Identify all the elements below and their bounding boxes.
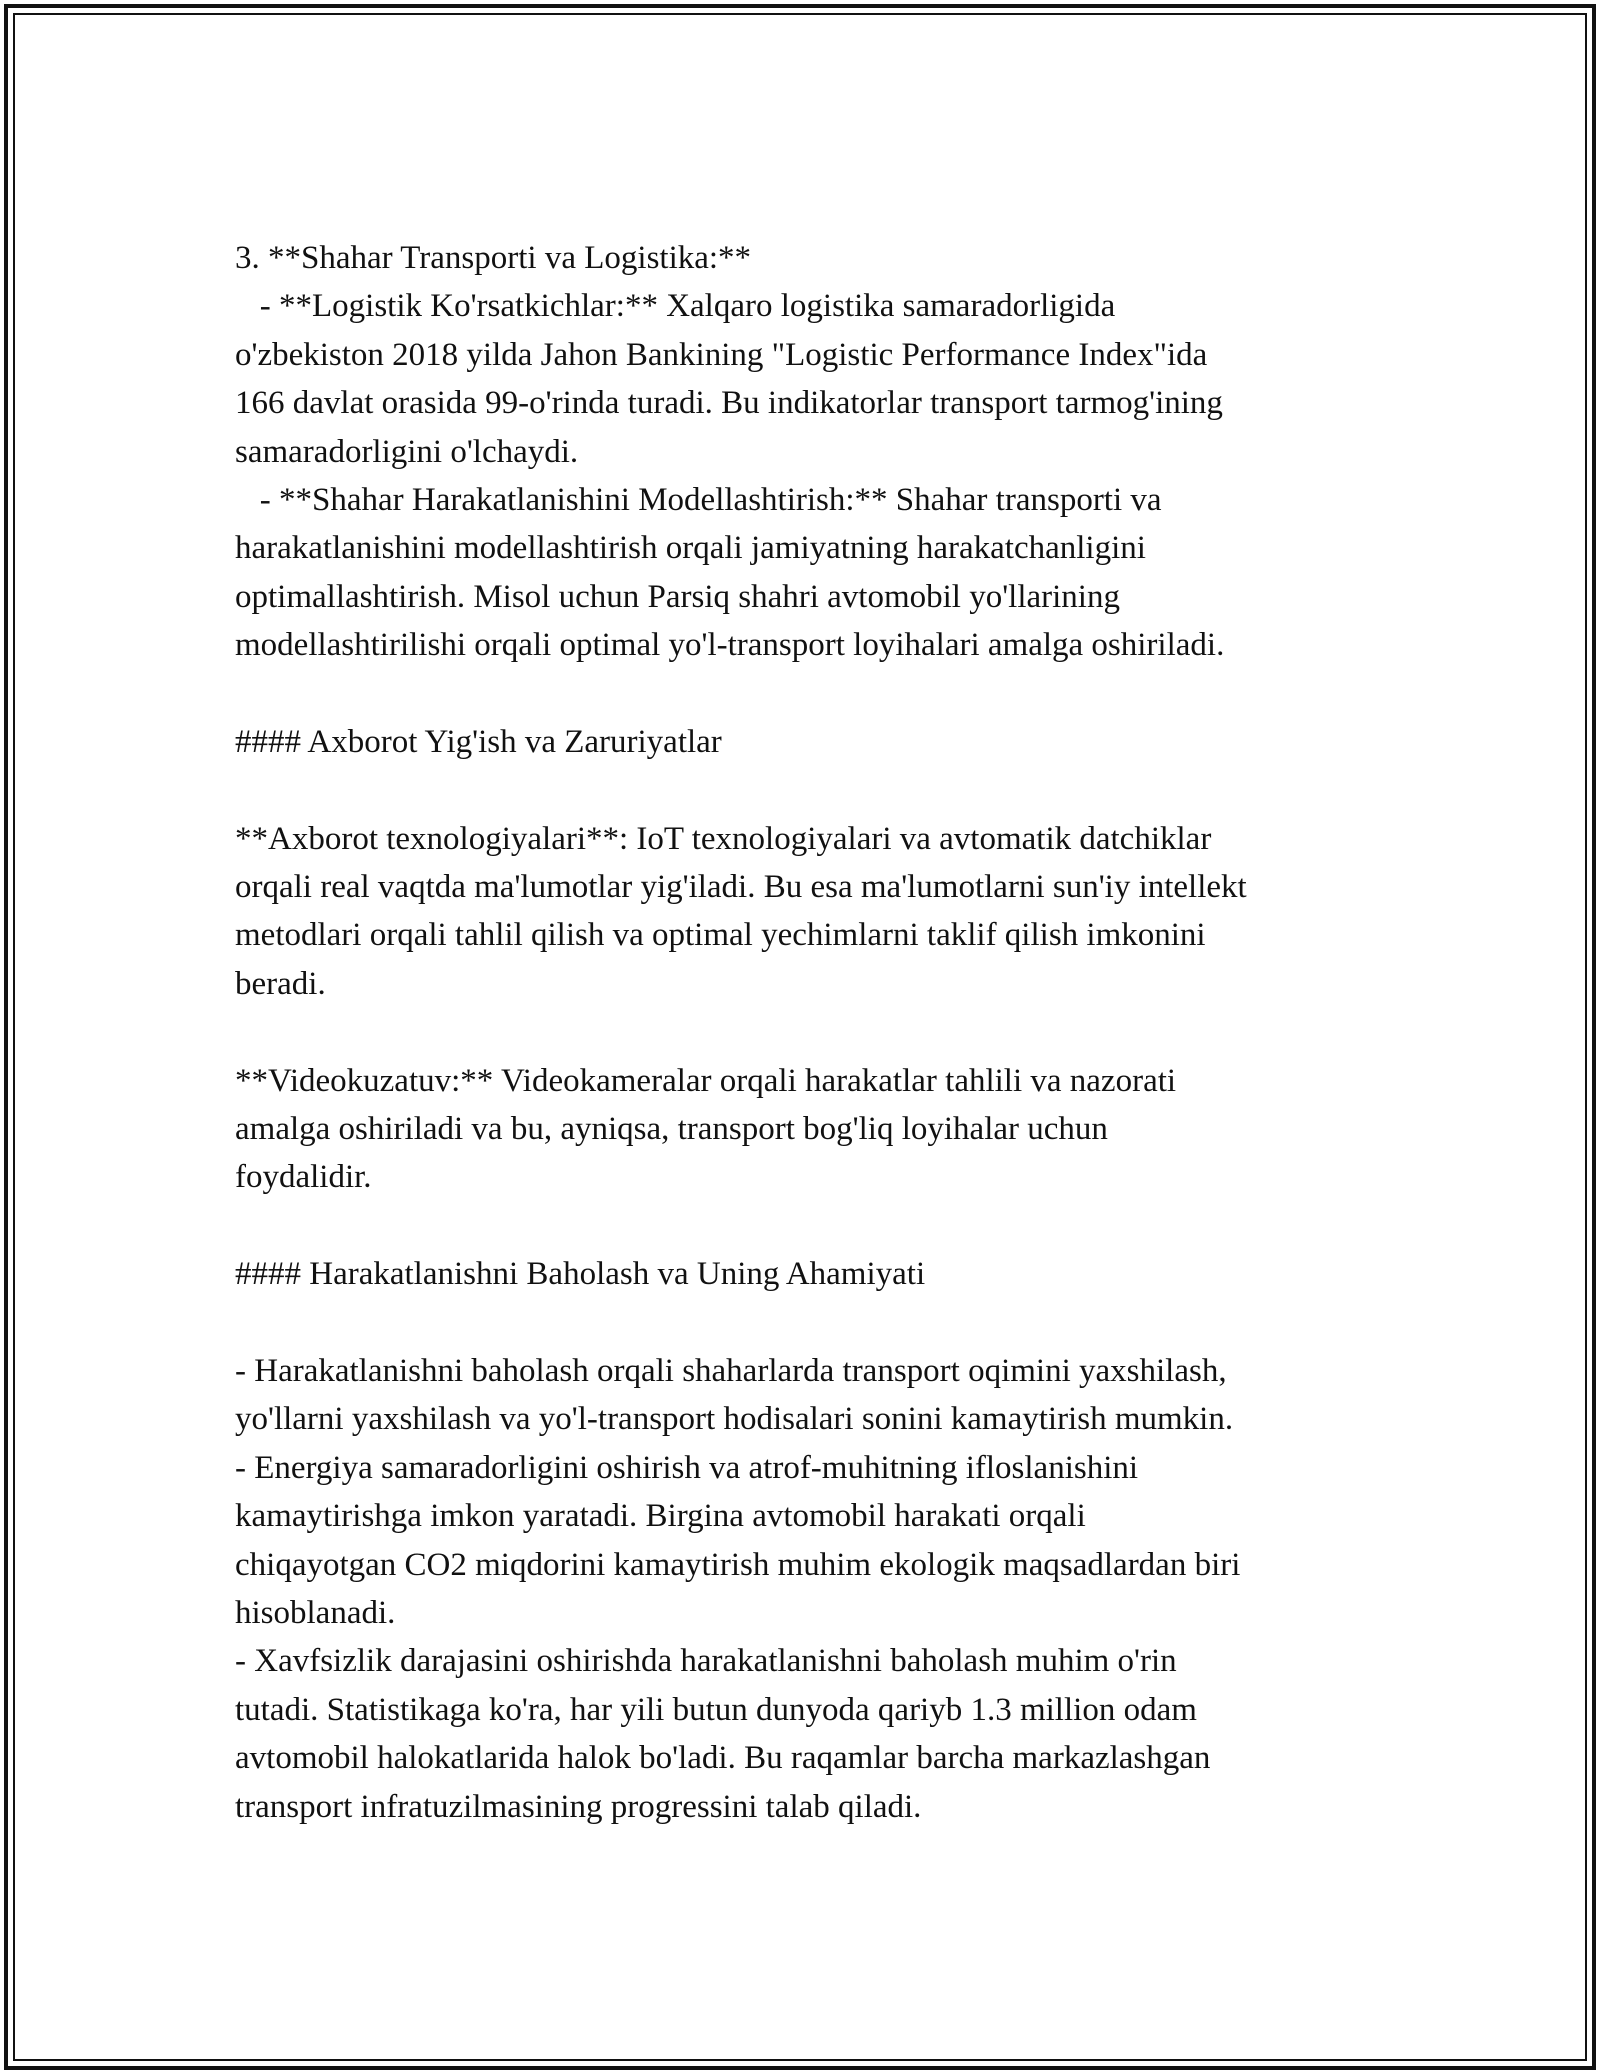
text-line: transport infratuzilmasining progressini talab qiladi. xyxy=(235,1788,922,1825)
bullet-energy-efficiency xyxy=(235,1444,1385,1638)
text-line: optimallashtirish. Misol uchun Parsiq shahri avtomobil yo'llarining xyxy=(235,578,1120,615)
text-line: 166 davlat orasida 99-o'rinda turadi. Bu indikatorlar transport tarmog'ining xyxy=(235,385,1223,422)
text-line: avtomobil halokatlarida halok bo'ladi. Bu raqamlar barcha markazlashgan xyxy=(235,1740,1211,1777)
text-line: hisoblanadi. xyxy=(235,1594,396,1631)
text-line: kamaytirishga imkon yaratadi. Birgina avtomobil harakati orqali xyxy=(235,1498,1086,1535)
document-body xyxy=(235,234,1385,1831)
text-line: o'zbekiston 2018 yilda Jahon Bankining "Logistic Performance Index"ida xyxy=(235,336,1208,373)
paragraph-video-surveillance xyxy=(235,1057,1385,1202)
blank-line xyxy=(235,670,1385,718)
section-evaluation xyxy=(235,1250,1385,1831)
text-line: **Videokuzatuv:** Videokameralar orqali harakatlar tahlili va nazorati xyxy=(235,1062,1177,1099)
section-heading-data-collection: #### Axborot Yig'ish va Zaruriyatlar xyxy=(235,723,722,760)
text-line: metodlari orqali tahlil qilish va optimal yechimlarni taklif qilish imkonini xyxy=(235,917,1206,954)
text-line: - **Logistik Ko'rsatkichlar:** Xalqaro logistika samaradorligida xyxy=(235,288,1116,325)
text-line: - Xavfsizlik darajasini oshirishda harakatlanishni baholash muhim o'rin xyxy=(235,1643,1177,1680)
section-data-collection xyxy=(235,718,1385,1202)
text-line: samaradorligini o'lchaydi. xyxy=(235,433,579,470)
section-heading-logistics: 3. **Shahar Transporti va Logistika:** xyxy=(235,240,752,276)
text-line: yo'llarni yaxshilash va yo'l-transport hodisalari sonini kamaytirish mumkin. xyxy=(235,1401,1234,1438)
text-line: - Energiya samaradorligini oshirish va atrof-muhitning ifloslanishini xyxy=(235,1449,1139,1486)
paragraph-information-technologies xyxy=(235,815,1385,1009)
text-line: modellashtirilishi orqali optimal yo'l-transport loyihalari amalga oshiriladi. xyxy=(235,627,1225,664)
section-heading-evaluation: #### Harakatlanishni Baholash va Uning Ahamiyati xyxy=(235,1256,926,1293)
text-line: **Axborot texnologiyalari**: IoT texnologiyalari va avtomatik datchiklar xyxy=(235,820,1212,857)
section-logistics xyxy=(235,234,1385,670)
text-line: foydalidir. xyxy=(235,1159,372,1196)
list-item-logistic-indicators xyxy=(235,282,1385,476)
text-line: beradi. xyxy=(235,965,326,1002)
text-line: tutadi. Statistikaga ko'ra, har yili butun dunyoda qariyb 1.3 million odam xyxy=(235,1691,1197,1728)
blank-line xyxy=(235,1202,1385,1250)
list-item-mobility-modelling xyxy=(235,476,1385,670)
text-line: amalga oshiriladi va bu, ayniqsa, transport bog'liq loyihalar uchun xyxy=(235,1111,1108,1148)
text-line: orqali real vaqtda ma'lumotlar yig'iladi. Bu esa ma'lumotlarni sun'iy intellekt xyxy=(235,869,1247,906)
text-line: - Harakatlanishni baholash orqali shaharlarda transport oqimini yaxshilash, xyxy=(235,1352,1227,1389)
bullet-traffic-flow xyxy=(235,1347,1385,1444)
blank-line xyxy=(235,766,1385,814)
text-line: - **Shahar Harakatlanishini Modellashtirish:** Shahar transporti va xyxy=(235,481,1162,518)
blank-line xyxy=(235,1008,1385,1056)
text-line: harakatlanishini modellashtirish orqali jamiyatning harakatchanligini xyxy=(235,530,1146,567)
text-line: chiqayotgan CO2 miqdorini kamaytirish muhim ekologik maqsadlardan biri xyxy=(235,1546,1241,1583)
blank-line xyxy=(235,1299,1385,1347)
bullet-safety xyxy=(235,1637,1385,1831)
